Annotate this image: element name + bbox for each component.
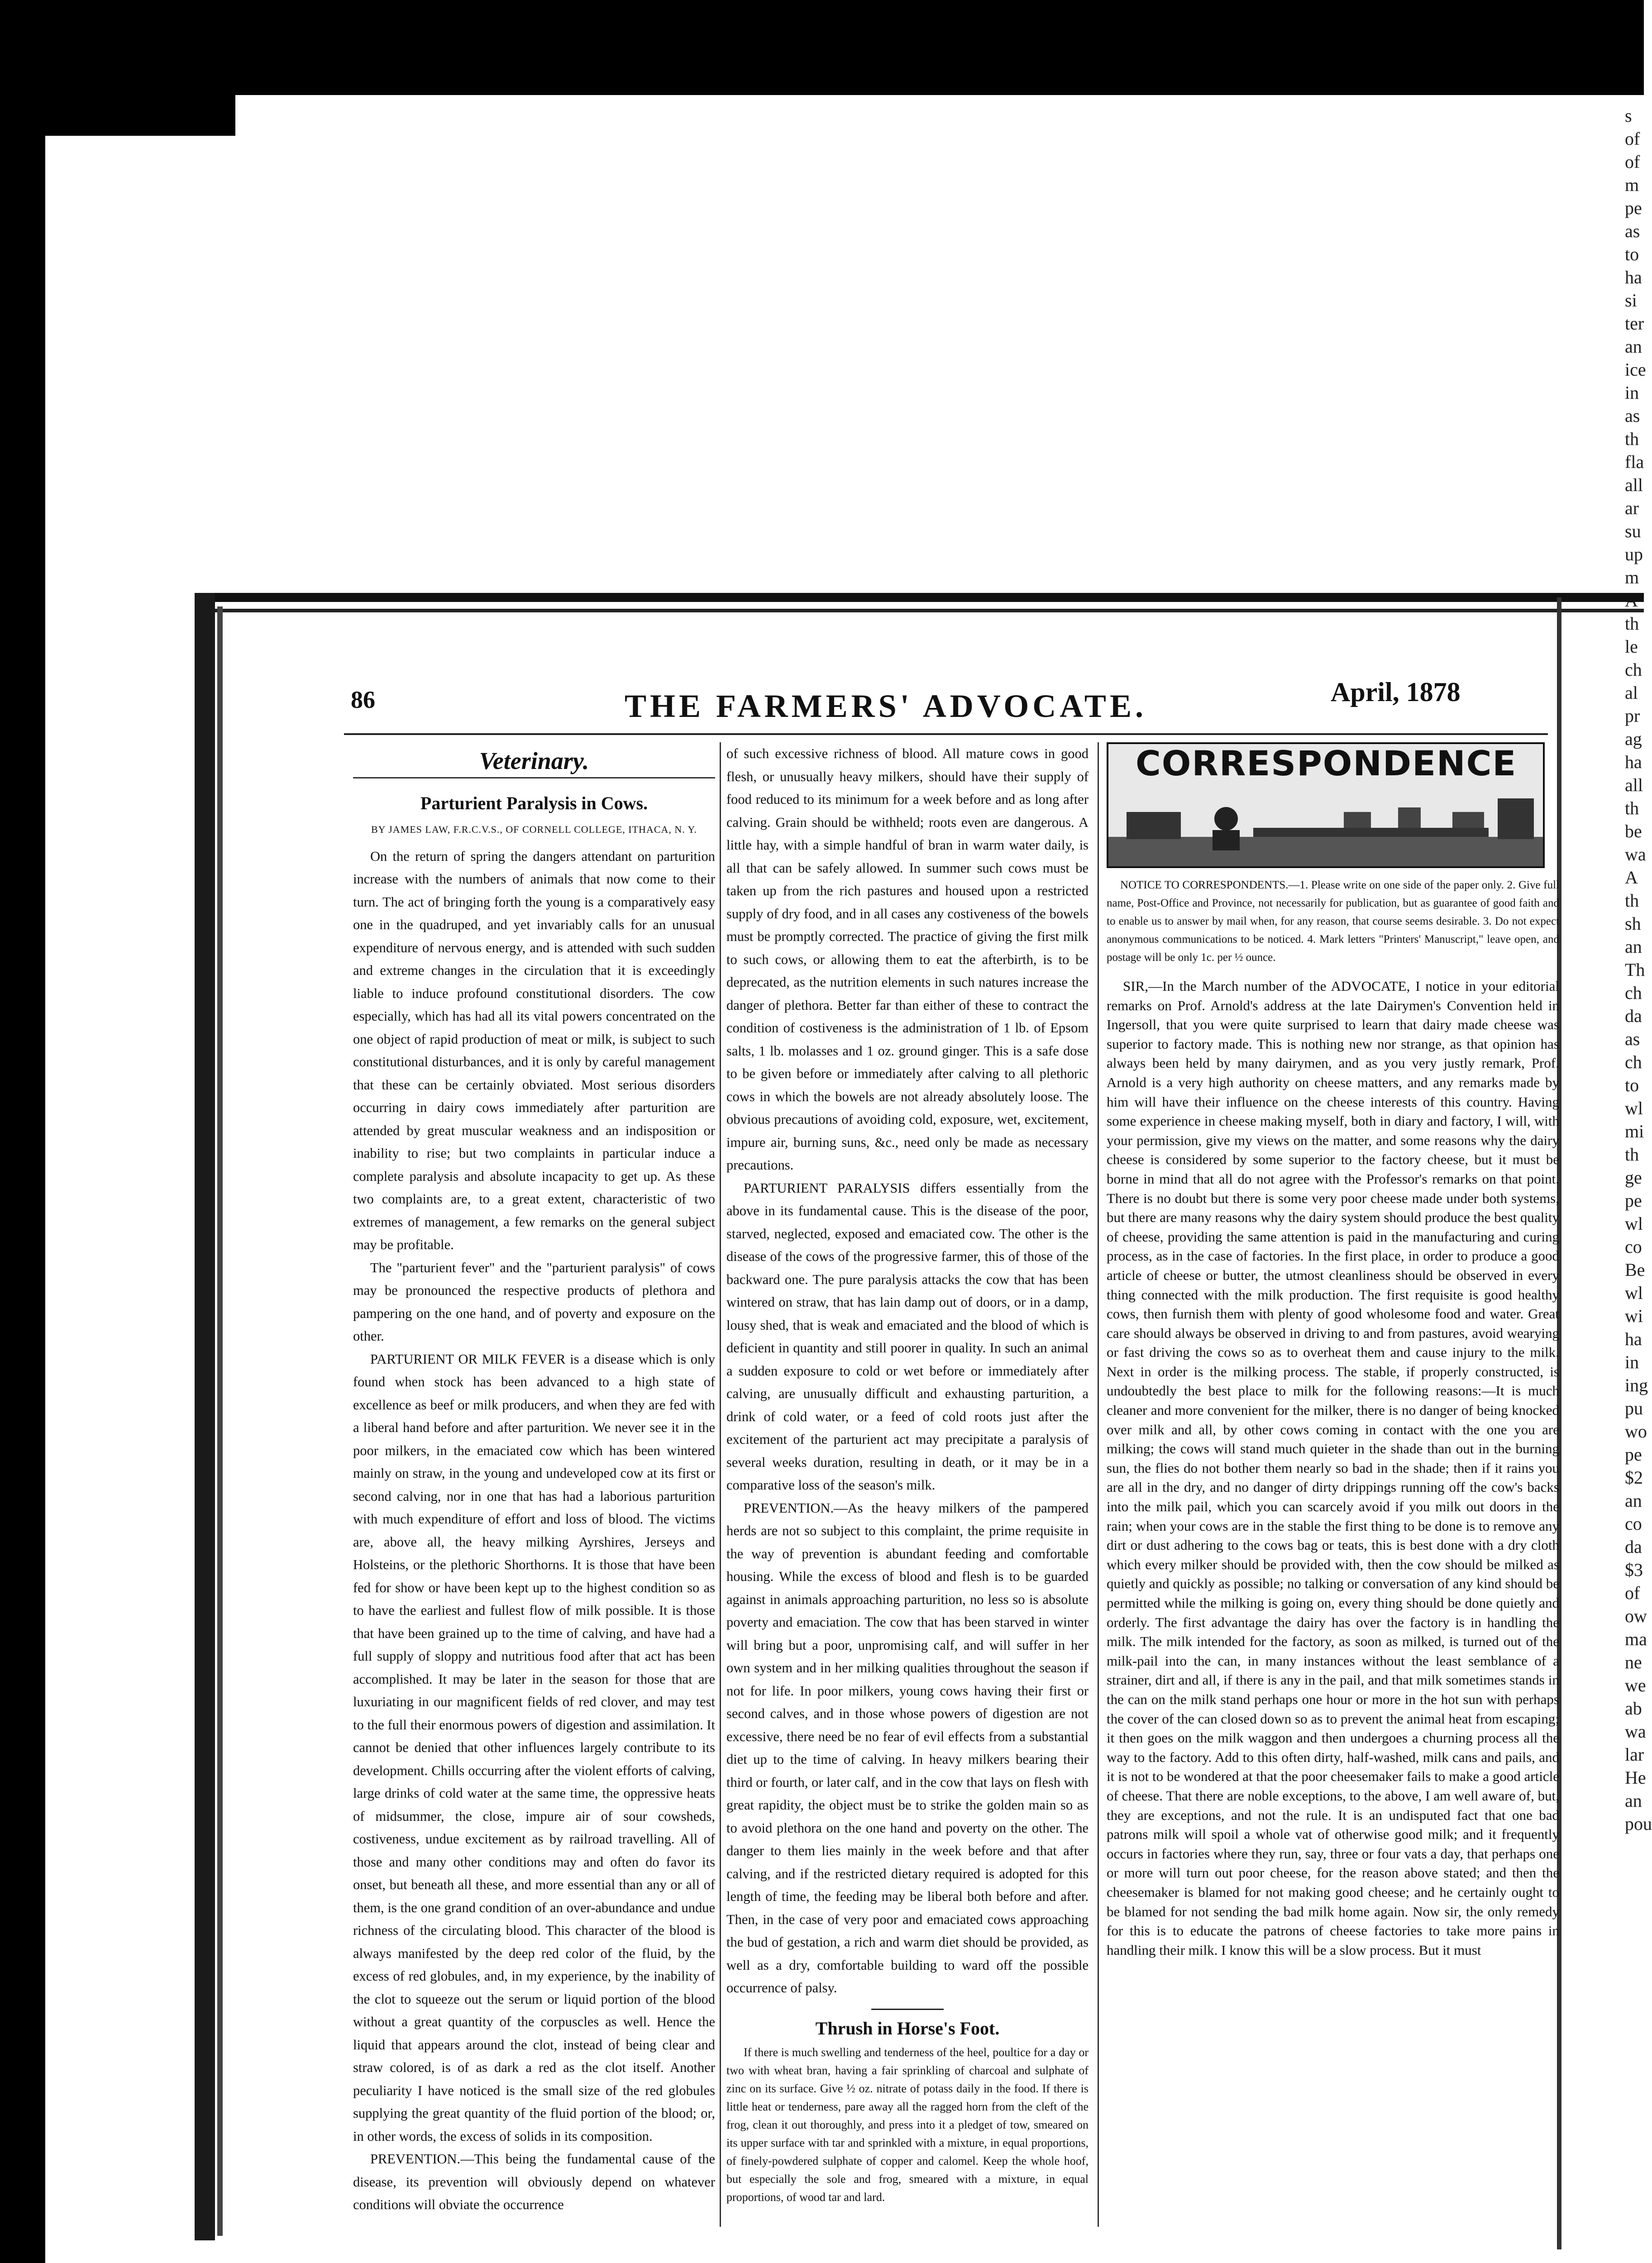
adjacent-page-line: pr	[1625, 706, 1640, 726]
page-number: 86	[351, 686, 375, 713]
adjacent-page-line: as	[1625, 221, 1640, 241]
paragraph: of such excessive richness of blood. All mature cows in good flesh, or unusually heavy milkers, should have their supply of food reduced to its minimum for a week before and as long after calving. Grain should be withheld; roots even are dangerous. A little hay, with a simple handful of bran in warm water daily, is all that can be safely allowed. In summer such cows must be taken up from the rich pastures and housed upon a restricted supply of dry food, and in all cases any costiveness of the bowels must be promptly corrected. The practice of giving the first milk to such cows, or allowing them to eat the afterbirth, is to be deprecated, as the nutrition elements in such natures increase the danger of plethora. Better far than either of these to contract the condition of costiveness is the administration of 1 lb. of Epsom salts, 1 lb. molasses and 1 oz. ground ginger. This is a safe dose to be given before or immediately after calving to all plethoric cows in which the bowels are not already absolutely loose. The obvious precautions of avoiding cold, exposure, wet, excitement, impure air, burning suns, &c., need only be made as necessary precautions.	[726, 746, 1089, 1173]
paragraph: PARTURIENT PARALYSIS differs essentially from the above in its fundamental cause. This is the disease of the poor, starved, neglected, exposed and emaciated cow. The other is the disease of the cows of the progressive farmer, this of those of the backward one. The pure paralysis attacks the cow that has been wintered on straw, that has lain damp out of doors, or in a damp, lousy shed, that is weak and emaciated and the blood of which is deficient in quantity and still poorer in quality. In such an animal a sudden exposure to cold or wet before or immediately after calving, are unusually difficult and exhausting parturition, a drink of cold water, or a feed of cold roots just after the excitement of the parturient act may precipitate a paralysis of several weeks duration, resulting in death, or it may be in a comparative loss of the season's milk.	[726, 1180, 1089, 1493]
binding-bar-inner	[195, 609, 1644, 612]
adjacent-page-line: da	[1625, 1006, 1642, 1026]
adjacent-page-line: Th	[1625, 960, 1645, 980]
book-binding-edge	[217, 606, 223, 2236]
adjacent-page-line: ter	[1625, 313, 1644, 334]
adjacent-page-line: si	[1625, 290, 1637, 310]
adjacent-page-line: wi	[1625, 1306, 1643, 1326]
correspondence-banner	[1107, 742, 1545, 868]
adjacent-page-line: th	[1625, 1144, 1639, 1165]
adjacent-page-line: wl	[1625, 1098, 1643, 1118]
paragraph: PREVENTION.—This being the fundamental cause of the disease, its prevention will obviously depend on whatever conditions will obviate the occurrence	[353, 2151, 715, 2212]
adjacent-page-line: ar	[1625, 498, 1639, 518]
adjacent-page-line: ma	[1625, 1629, 1647, 1649]
adjacent-page-line: ice	[1625, 359, 1646, 380]
adjacent-page-line: in	[1625, 1352, 1639, 1372]
adjacent-page-line: th	[1625, 798, 1639, 818]
column-veterinary-continued	[726, 742, 1089, 2206]
column-veterinary	[353, 742, 715, 2216]
adjacent-page-line: pe	[1625, 1190, 1642, 1211]
adjacent-page-line: of	[1625, 1583, 1640, 1603]
adjacent-page-line: su	[1625, 521, 1641, 541]
adjacent-page-line: da	[1625, 1537, 1642, 1557]
letter-body: SIR,—In the March number of the ADVOCATE, I notice in your editorial remarks on Prof. Arnold's address at the late Dairymen's Convention held in Ingersoll, that you were quite surprised to learn that dairy made cheese was superior to factory made. This is nothing new nor strange, as that opinion has always been held by many dairymen, and as you very justly remark, Prof. Arnold is a very high authority on cheese matters, and any remarks made by him will have their influence on the cheese interests of this country. Having some experience in cheese making myself, both in diary and factory, I will, with your permission, give my views on the matter, and some reasons why the dairy cheese is considered by some superior to the factory cheese, but it must be borne in mind that all do not agree with the Professor's remarks on that point. There is no doubt but there is some very poor cheese made under both systems, but there are many reasons why the dairy system should produce the best quality of cheese, providing the same attention is paid in the manufacturing and curing process, as in the case of factories. In the first place, in order to produce a good article of cheese or butter, the utmost cleanliness should be observed in every thing connected with the milk production. The first requisite is good healthy cows, then furnish them with plenty of good wholesome food and water. Great care should always be observed in driving to and from pastures, avoid wearying or fast driving the cows so as to overheat them and cause injury to the milk. Next in order is the milking process. The stable, if properly constructed, is undoubtedly the best place to milk for the following reasons:—It is much cleaner and more convenient for the milker, there is no danger of being knocked over milk and all, by other cows coming in contact with the one you are milking; the cows will stand much quieter in the shade than out in the burning sun, the flies do not bother them nearly so bad in the shade; then if it rains you are all in the dry, and no danger of dirty drippings running off the cow's backs into the milk pail, which you can scarcely avoid if you milk out doors in the rain; when your cows are in the stable the first thing to be done is to remove any dirt or dust adhering to the cows bag or teats, this is best done with a dry cloth which every milker should be provided with, then the cow should be milked as quietly and quickly as possible; no talking or conversation of any kind should be permitted while the milking is going on, every thing should be done quietly and orderly. The first advantage the dairy has over the factory is in handling the milk. The milk intended for the factory, as soon as milked, is turned out of the milk-pail into the can, in many instances without the least semblance of a strainer, dirt and all, if there is any in the pail, and that milk sometimes stands in the can on the milk stand perhaps one hour or more in the hot sun with perhaps the cover of the can closed down so as to prevent the animal heat from escaping; it then goes on the milk waggon and then undergoes a churning process all the way to the factory. Add to this often dirty, half-washed, milk cans and pails, and it is not to be wondered at that the poor cheesemaker fails to make a good article of cheese. That there are noble exceptions, to the above, I am well aware of, but, they are exceptions, and not the rule. It is an undisputed fact that one bad patrons milk will spoil a whole vat of otherwise good milk; and it frequently occurs in factories where they run, say, three or four vats a day, that perhaps one or more will turn out poor cheese, for the reason above stated; and then the cheesemaker is blamed for not making good cheese; and he certainly ought to be blamed for not sending the bad milk home again. Now sir, the only remedy for this is to educate the patrons of cheese factories to take more pains in handling their milk. I know this will be a slow process. But it must	[1107, 978, 1559, 1958]
adjacent-page-line: ag	[1625, 729, 1642, 749]
adjacent-page-line: of	[1625, 152, 1640, 172]
adjacent-page-line: ge	[1625, 1167, 1642, 1188]
adjacent-page-line: th	[1625, 429, 1639, 449]
paragraph: If there is much swelling and tenderness of the heel, poultice for a day or two with wheat bran, having a fair sprinkling of charcoal and sulphate of zinc on its surface. Give ½ oz. nitrate of potass daily in the food. If there is little heat or tenderness, pare away all the ragged horn from the cleft of the frog, clean it out thoroughly, and press into it a pledget of tow, smeared on its upper surface with tar and sprinkled with a mixture, in equal proportions, of finely-powdered sulphate of copper and calomel. Keep the whole hoof, but especially the sole and frog, smeared with a mixture, in equal proportions, of wood tar and lard.	[726, 2046, 1089, 2204]
adjacent-page-line: s	[1625, 105, 1632, 126]
adjacent-page-line: pe	[1625, 198, 1642, 218]
column-rule-1	[720, 742, 721, 2227]
adjacent-page-line: sh	[1625, 913, 1641, 934]
adjacent-page-line: ha	[1625, 267, 1642, 287]
adjacent-page-line: mi	[1625, 1121, 1644, 1141]
adjacent-page-line: al	[1625, 683, 1638, 703]
adjacent-page-line: of	[1625, 129, 1640, 149]
masthead: THE FARMERS' ADVOCATE.	[625, 688, 1147, 724]
adjacent-page-line: as	[1625, 1029, 1640, 1049]
adjacent-page-line: m	[1625, 567, 1639, 587]
adjacent-page-line: ab	[1625, 1698, 1642, 1719]
department-rule	[353, 777, 715, 778]
adjacent-page-line: to	[1625, 244, 1639, 264]
adjacent-page-line: Be	[1625, 1260, 1645, 1280]
adjacent-page-line: all	[1625, 475, 1643, 495]
adjacent-page-line: ing	[1625, 1375, 1648, 1395]
adjacent-page-line: He	[1625, 1767, 1646, 1788]
scan-border-corner	[0, 0, 235, 136]
adjacent-page-line: we	[1625, 1675, 1646, 1695]
page-header	[235, 677, 1557, 731]
adjacent-page-line: wl	[1625, 1213, 1643, 1234]
adjacent-page-line: ch	[1625, 659, 1642, 680]
article-title: Parturient Paralysis in Cows.	[420, 793, 648, 813]
adjacent-page-line: lar	[1625, 1744, 1644, 1765]
adjacent-page-line: fla	[1625, 452, 1644, 472]
adjacent-page-line: ha	[1625, 1329, 1642, 1349]
paragraph: The "parturient fever" and the "parturient paralysis" of cows may be pronounced the respective products of plethora and pampering on the one hand, and of poverty and exposure on the other.	[353, 1260, 715, 1344]
scan-border-left	[0, 0, 45, 2263]
column-correspondence	[1107, 742, 1559, 1960]
notice-to-correspondents: NOTICE TO CORRESPONDENTS.—1. Please write on one side of the paper only. 2. Give full name, Post-Office and Province, not necessarily for publication, but as guarantee of good faith and to enable us to answer by mail when, for any reason, that course seems desirable. 3. Do not expect anonymous communications to be noticed. 4. Mark letters "Printers' Manuscript," leave open, and postage will be only 1c. per ½ ounce.	[1107, 879, 1559, 964]
section-rule	[871, 2009, 944, 2010]
adjacent-page-line: pu	[1625, 1398, 1643, 1418]
paragraph: On the return of spring the dangers attendant on parturition increase with the numbers of animals that now come to their turn. The act of bringing forth the young is a comparatively easy one in the quadruped, and yet invariably calls for an unusual expenditure of nervous energy, and is attended with such sudden and extreme changes in the circulation that it is exceedingly liable to induce profound constitutional disorders. The cow especially, which has had all its vital powers concentrated on the one object of rapid production of meat or milk, is subject to such constitutional disturbances, and it is only by careful management that these can be certainly obviated. Most serious disorders occurring in dairy cows immediately after parturition are attended by great muscular weakness and an indisposition or inability to rise; but two complaints in particular induce a complete paralysis and absolute incapacity to get up. As these two complaints are, to a great extent, characteristic of two extremes of management, a few remarks on the general subject may be profitable.	[353, 848, 715, 1252]
adjacent-page-line: an	[1625, 936, 1642, 957]
adjacent-page-line: ha	[1625, 752, 1642, 772]
adjacent-page-line: wl	[1625, 1283, 1643, 1303]
adjacent-page-line: wa	[1625, 1721, 1646, 1742]
issue-date: April, 1878	[1331, 677, 1461, 707]
adjacent-page-line: le	[1625, 636, 1638, 657]
adjacent-page-line: an	[1625, 1490, 1642, 1511]
binding-bar	[195, 593, 1644, 602]
article-byline: BY JAMES LAW, F.R.C.V.S., OF CORNELL COLLEGE, ITHACA, N. Y.	[371, 824, 697, 835]
adjacent-page-line: pou	[1625, 1814, 1652, 1834]
paragraph: PARTURIENT OR MILK FEVER is a disease which is only found when stock has been advanced to a high state of excellence as beef or milk producers, and when they are fed with a liberal hand before and after parturition. We never see it in the poor milkers, in the emaciated cow which has been wintered mainly on straw, in the young and undeveloped cow at its first or second calving, nor in one that has had a laborious parturition with much expenditure of effort and loss of blood. The victims are, above all, the heavy milking Ayrshires, Jerseys and Holsteins, or the plethoric Shorthorns. It is those that have been fed for show or have been kept up to the highest condition so as to have the earliest and fullest flow of milk possible. It is those that have been grained up to the time of calving, and have had a full supply of sloppy and nutritious food after that act has been accomplished. It may be later in the season for those that are luxuriating in our magnificent fields of red clover, and may test to the full their enormous powers of digestion and assimilation. It cannot be denied that other influences largely contribute to its development. Chills occurring after the violent efforts of calving, large drinks of cold water at the same time, the oppressive heats of midsummer, the close, impure air of sour cowsheds, costiveness, undue excitement as by railroad travelling. All of those and many other conditions may and often do favor its onset, but beneath all these, and more essential than any or all of them, is the one grand condition of an over-abundance and undue richness of the circulating blood. This character of the blood is always manifested by the deep red color of the fluid, by the excess of red globules, and, in my experience, by the inability of the clot to squeeze out the serum or liquid portion of the blood without a great quantity of the corpuscles as well. Hence the liquid that appears around the clot, instead of being clear and straw colored, is of as dark a red as the clot itself. Another peculiarity I have noticed is the small size of the red globules supplying the great quantity of the fluid portion of the blood; or, in other words, the excess of solids in its composition.	[353, 1351, 715, 2144]
adjacent-page-line: co	[1625, 1237, 1642, 1257]
adjacent-page-line: th	[1625, 890, 1639, 911]
adjacent-page-line: co	[1625, 1513, 1642, 1534]
adjacent-page-line: all	[1625, 775, 1643, 795]
adjacent-page-line: ow	[1625, 1606, 1647, 1626]
adjacent-page-strip	[1625, 104, 1652, 1834]
adjacent-page-line: pe	[1625, 1444, 1642, 1465]
adjacent-page-line: ne	[1625, 1652, 1642, 1672]
column-rule-2	[1098, 742, 1099, 2227]
adjacent-page-line: $2	[1625, 1467, 1643, 1488]
adjacent-page-line: $3	[1625, 1560, 1643, 1580]
adjacent-page-line: A	[1625, 867, 1638, 888]
adjacent-page-line: m	[1625, 175, 1639, 195]
adjacent-page-line: th	[1625, 613, 1639, 634]
article-title-thrush: Thrush in Horse's Foot.	[815, 2018, 1000, 2039]
department-title: Veterinary.	[479, 747, 589, 774]
adjacent-page-line: in	[1625, 382, 1639, 403]
correspondence-title: CORRESPONDENCE	[1136, 743, 1517, 783]
adjacent-page-line: wa	[1625, 844, 1646, 864]
adjacent-page-line: up	[1625, 544, 1643, 564]
adjacent-page-line: an	[1625, 336, 1642, 357]
newspaper-page	[235, 620, 1557, 2249]
paragraph: PREVENTION.—As the heavy milkers of the pampered herds are not so subject to this complaint, the prime requisite in the way of prevention is abundant feeding and comfortable housing. While the excess of blood and flesh is to be guarded against in animals approaching parturition, no less so is absolute poverty and emaciation. The cow that has been starved in winter will bring but a poor, unpromising calf, and will suffer in her own system and in her milking qualities throughout the season if not for life. In poor milkers, young cows having their first or second calves, and in those whose powers of digestion are not excessive, there need be no fear of evil effects from a substantial diet up to the time of calving. In heavy milkers bearing their third or fourth, or later calf, and in the cow that lays on flesh with great rapidity, the object must be to strike the golden main so as to avoid plethora on the one hand and poverty on the other. The danger to them lies mainly in the week before and that after calving, and if the restricted dietary required is adopted for this length of time, the feeding may be liberal both before and after. Then, in the case of very poor and emaciated cows approaching the bud of gestation, a rich and warm diet should be provided, as well as a dry, comfortable building to ward off the possible occurrence of palsy.	[726, 1500, 1089, 1996]
book-binding	[195, 593, 215, 2240]
adjacent-page-line: ch	[1625, 983, 1642, 1003]
adjacent-page-line: as	[1625, 406, 1640, 426]
adjacent-page-line: an	[1625, 1790, 1642, 1811]
adjacent-page-line: ch	[1625, 1052, 1642, 1072]
adjacent-page-line: to	[1625, 1075, 1639, 1095]
adjacent-page-line: wo	[1625, 1421, 1647, 1442]
header-rule	[344, 733, 1548, 735]
scan-border-top	[0, 0, 1644, 95]
adjacent-page-line: be	[1625, 821, 1642, 841]
